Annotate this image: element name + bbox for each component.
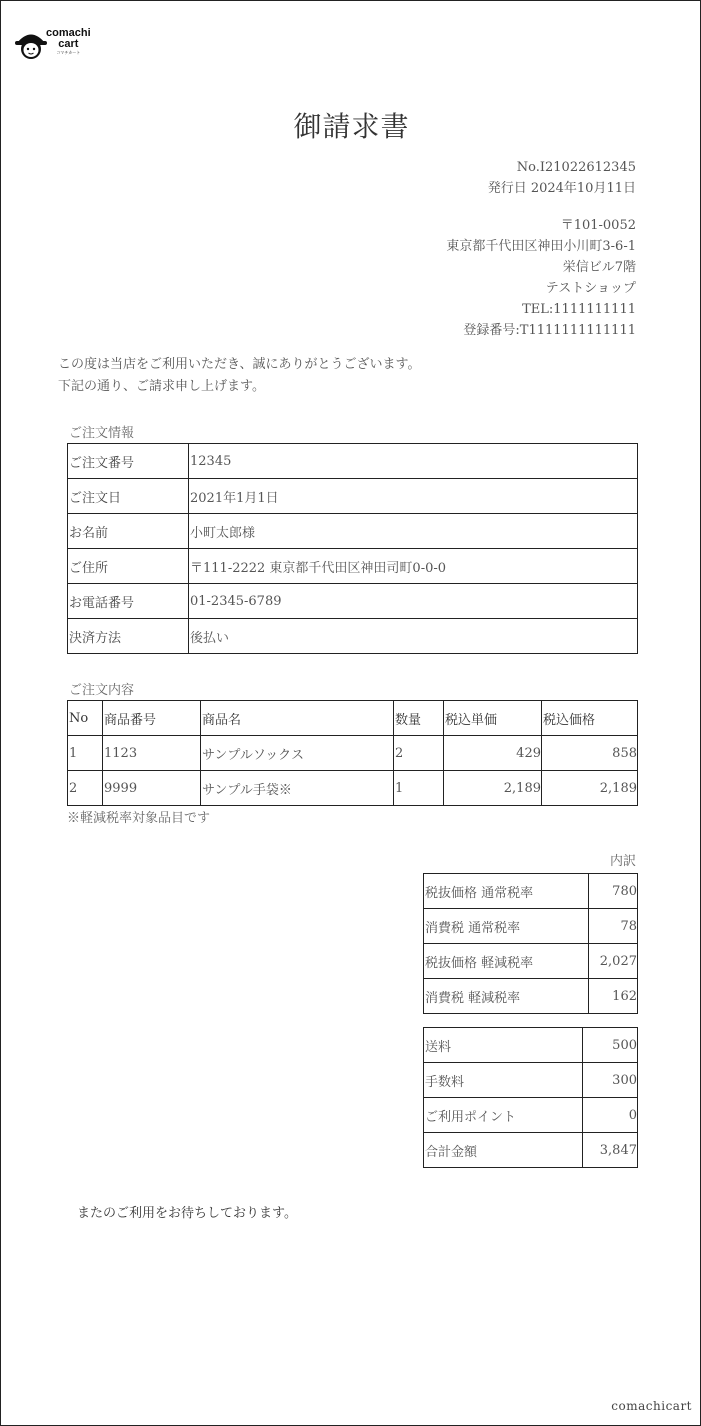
table-row: 決済方法 後払い <box>68 619 638 654</box>
table-row: 消費税 通常税率 78 <box>424 909 638 944</box>
shop-address-1: 東京都千代田区神田小川町3-6-1 <box>446 239 636 254</box>
footer-brand: comachicart <box>611 1399 692 1413</box>
table-row: 1 1123 サンプルソックス 2 429 858 <box>68 736 638 771</box>
table-row: お名前 小町太郎様 <box>68 514 638 549</box>
shop-name: テストショップ <box>545 281 636 296</box>
greeting-line-1: この度は当店をご利用いただき、誠にありがとうございます。 <box>58 357 421 372</box>
comachi-cart-logo <box>14 28 104 62</box>
table-row: 消費税 軽減税率 162 <box>424 979 638 1014</box>
order-items-label: ご注文内容 <box>69 683 135 698</box>
invoice-meta <box>488 157 636 199</box>
table-row: 2 9999 サンプル手袋※ 1 2,189 2,189 <box>68 771 638 806</box>
table-row: ご注文日 2021年1月1日 <box>68 479 638 514</box>
order-info-label: ご注文情報 <box>69 426 135 441</box>
greeting <box>58 354 420 398</box>
order-info-table <box>67 443 638 654</box>
table-row: ご注文番号 12345 <box>68 444 638 479</box>
logo-wordmark: comachi cart コマチカート <box>46 27 91 55</box>
mascot-icon <box>14 28 48 62</box>
reduced-tax-note: ※軽減税率対象品目です <box>67 811 211 826</box>
total-row: 合計金額 3,847 <box>424 1133 638 1168</box>
tax-breakdown-table <box>423 873 638 1014</box>
table-row: 送料 500 <box>424 1028 638 1063</box>
table-row: お電話番号 01-2345-6789 <box>68 584 638 619</box>
shop-info <box>446 215 636 341</box>
closing-message: またのご利用をお待ちしております。 <box>77 1206 297 1221</box>
table-row: ご住所 〒111-2222 東京都千代田区神田司町0-0-0 <box>68 549 638 584</box>
invoice-title: 御請求書 <box>293 110 410 143</box>
table-header-row: No 商品番号 商品名 数量 税込単価 税込価格 <box>68 701 638 736</box>
shop-registration: 登録番号:T1111111111111 <box>463 323 636 338</box>
order-items-table <box>67 700 638 806</box>
shop-tel: TEL:1111111111 <box>522 302 636 317</box>
table-row: 税抜価格 通常税率 780 <box>424 874 638 909</box>
greeting-line-2: 下記の通り、ご請求申し上げます。 <box>58 379 265 394</box>
table-row: ご利用ポイント 0 <box>424 1098 638 1133</box>
shop-address-2: 栄信ビル7階 <box>562 260 636 275</box>
issue-date: 発行日 2024年10月11日 <box>487 181 636 196</box>
invoice-number: No.I21022612345 <box>516 160 636 175</box>
totals-table <box>423 1027 638 1168</box>
shop-postal: 〒101-0052 <box>560 218 636 233</box>
breakdown-label: 内訳 <box>609 854 636 869</box>
table-row: 税抜価格 軽減税率 2,027 <box>424 944 638 979</box>
table-row: 手数料 300 <box>424 1063 638 1098</box>
